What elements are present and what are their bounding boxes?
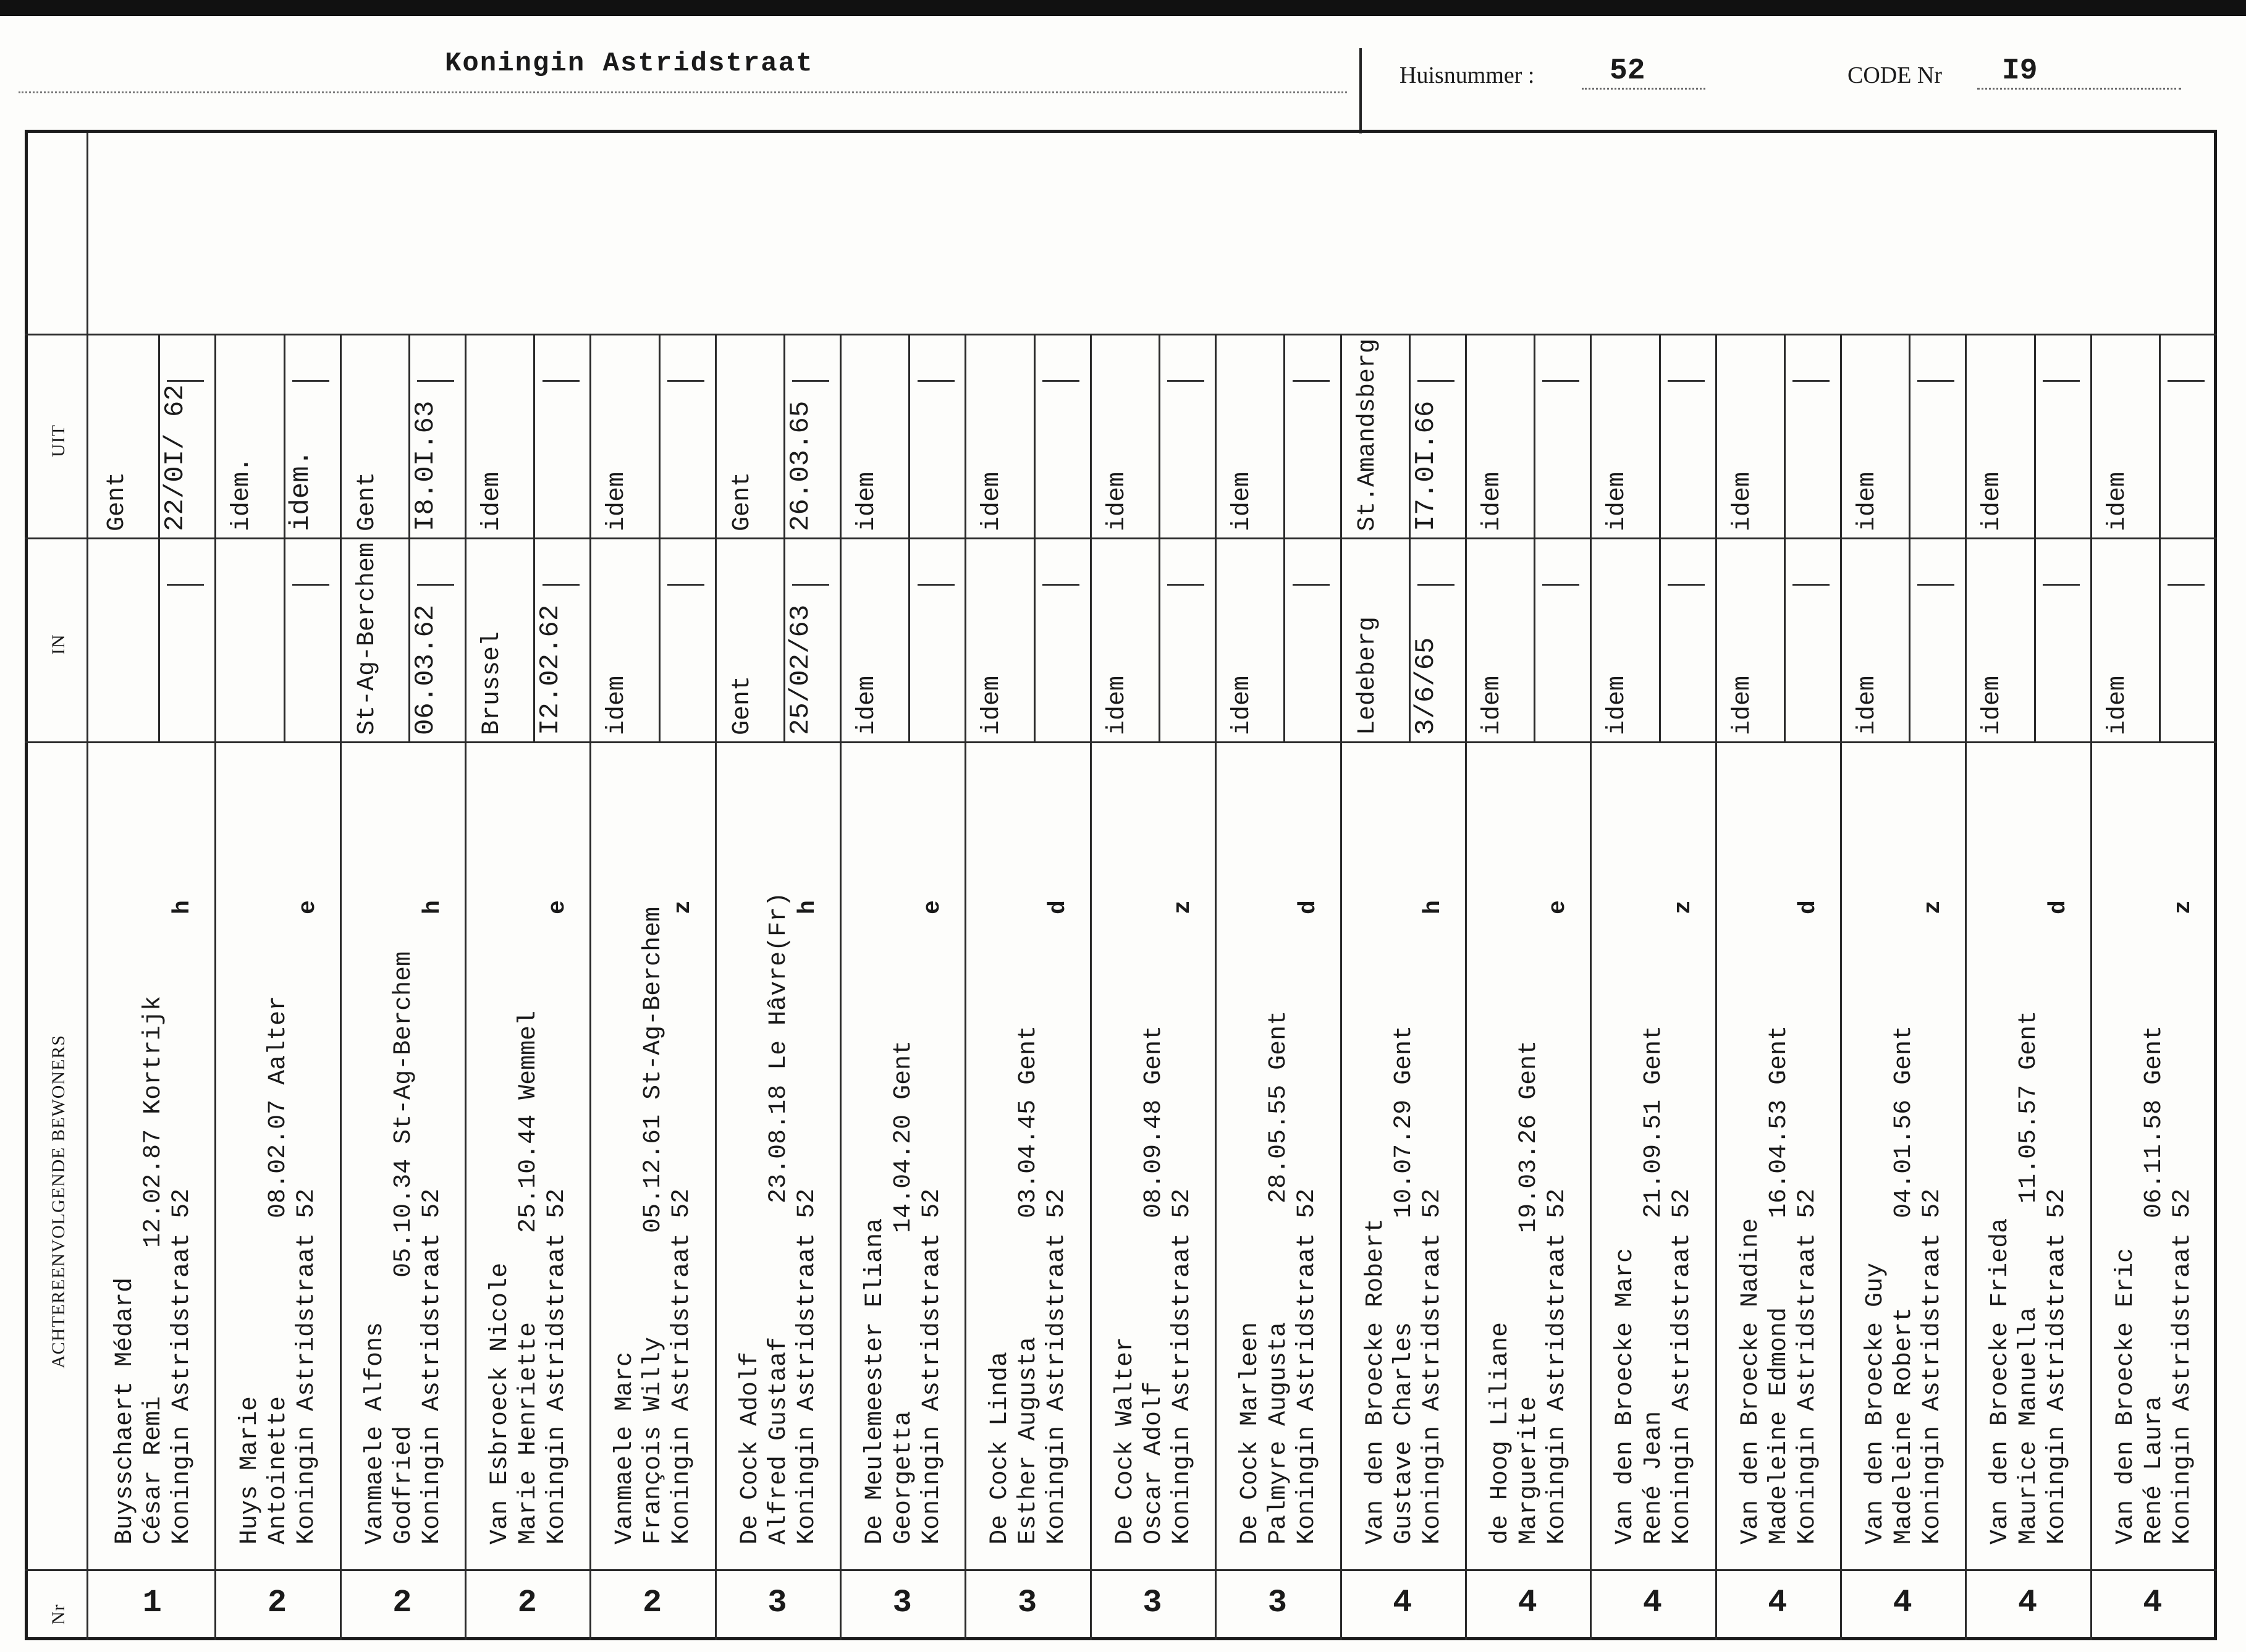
cell-subdivider <box>1034 334 1036 741</box>
cell-subdivider <box>908 334 910 741</box>
uit-place: idem <box>1728 471 1757 531</box>
household-role-code: z <box>1670 900 1697 914</box>
resident-line-l2: Maurice Manuella 11.05.57 Gent <box>2015 1010 2043 1545</box>
resident-line-l1: de Hoog Liliane <box>1486 1321 1514 1545</box>
resident-line-l2: Oscar Adolf 08.09.48 Gent <box>1139 1025 1168 1545</box>
in-date: 06.03.62 <box>410 604 442 735</box>
house-number-dotted-line <box>1582 88 1705 90</box>
household-role-code: h <box>1419 900 1446 914</box>
row-separator <box>1590 334 1592 1640</box>
cell-subdivider <box>659 334 661 741</box>
row-separator <box>1215 334 1217 1640</box>
uit-place: idem <box>1228 471 1257 531</box>
code-number-value: I9 <box>2002 54 2038 88</box>
in-place: idem <box>1228 675 1257 735</box>
header-strip-line <box>87 133 88 1640</box>
resident-line-l3: Koningin Astridstraat 52 <box>168 1188 196 1545</box>
residents-band-top-line <box>25 741 2217 743</box>
empty-field-mark <box>1293 584 1330 586</box>
row-number: 3 <box>1267 1585 1287 1621</box>
row-separator <box>1340 334 1342 1640</box>
uit-place: idem <box>1978 471 2007 531</box>
resident-line-l3: Koningin Astridstraat 52 <box>1168 1188 1196 1545</box>
household-role-code: e <box>294 900 321 914</box>
resident-line-l1: Vanmaele Marc <box>611 1351 640 1545</box>
empty-field-mark <box>667 584 704 586</box>
household-role-code: d <box>1294 900 1322 914</box>
resident-line-l1: Van den Broecke Eric <box>2111 1247 2140 1545</box>
uit-place: Gent <box>728 471 756 531</box>
resident-entry <box>361 951 447 1545</box>
in-place: idem <box>603 675 631 735</box>
resident-line-l3: Koningin Astridstraat 52 <box>918 1188 947 1545</box>
household-role-code: e <box>1545 900 1572 914</box>
uit-date: 26.03.65 <box>785 400 817 531</box>
resident-line-l3: Koningin Astridstraat 52 <box>418 1188 446 1545</box>
household-role-code: d <box>1794 900 1822 914</box>
household-role-code: z <box>1170 900 1197 914</box>
empty-field-mark <box>167 584 204 586</box>
row-number: 3 <box>1142 1585 1162 1621</box>
in-place: idem <box>1103 675 1131 735</box>
empty-field-mark <box>1917 380 1954 382</box>
scan-top-edge <box>0 0 2246 16</box>
empty-field-mark <box>2168 380 2205 382</box>
empty-field-mark <box>167 380 204 382</box>
resident-line-l3: Koningin Astridstraat 52 <box>2043 1188 2072 1545</box>
resident-line-l2: François Willy 05.12.61 St-Ag-Berchem <box>640 906 668 1545</box>
empty-field-mark <box>292 380 329 382</box>
house-number-label: Huisnummer : <box>1400 62 1535 88</box>
uit-place: idem <box>603 471 631 531</box>
empty-field-mark <box>1668 380 1705 382</box>
in-date: 25/02/63 <box>785 604 817 735</box>
cell-subdivider <box>1534 334 1535 741</box>
resident-line-l2: Madeleine Edmond 16.04.53 Gent <box>1765 1025 1793 1545</box>
resident-line-l1: Vanmaele Alfons <box>361 1321 389 1545</box>
uit-band-top-line <box>25 334 2217 335</box>
resident-line-l2: Marguerite 19.03.26 Gent <box>1514 1040 1543 1545</box>
empty-field-mark <box>1792 380 1830 382</box>
resident-line-l3: Koningin Astridstraat 52 <box>1418 1188 1446 1545</box>
resident-line-l2: Palmyre Augusta 28.05.55 Gent <box>1265 1010 1293 1545</box>
empty-field-mark <box>792 380 829 382</box>
empty-field-mark <box>1417 380 1454 382</box>
empty-field-mark <box>1542 380 1579 382</box>
uit-place: St.Amandsberg <box>1353 338 1382 531</box>
in-date: I2.02.62 <box>535 604 567 735</box>
empty-field-mark <box>2043 584 2080 586</box>
cell-subdivider <box>2034 334 2036 741</box>
resident-entry <box>1862 1026 1947 1545</box>
cell-subdivider <box>284 334 285 741</box>
resident-line-l3: Koningin Astridstraat 52 <box>1793 1188 1822 1545</box>
col-header-residents: ACHTEREENVOLGENDE BEWONERS <box>48 1034 69 1368</box>
empty-field-mark <box>417 380 454 382</box>
empty-field-mark <box>1293 380 1330 382</box>
household-role-code: z <box>669 900 696 914</box>
row-separator <box>1715 334 1717 1640</box>
in-date: 3/6/65 <box>1410 637 1442 735</box>
row-separator <box>2090 334 2092 1640</box>
resident-entry <box>1236 1011 1322 1545</box>
cell-subdivider <box>1909 334 1910 741</box>
uit-place: idem <box>1603 471 1632 531</box>
resident-line-l3: Koningin Astridstraat 52 <box>1668 1188 1697 1545</box>
resident-entry <box>111 996 196 1545</box>
col-header-nr: Nr <box>48 1604 69 1625</box>
cell-subdivider <box>1159 334 1160 741</box>
empty-field-mark <box>1417 584 1454 586</box>
row-separator <box>465 334 467 1640</box>
resident-entry <box>1611 1026 1697 1545</box>
resident-line-l2: César Remi 12.02.87 Kortrijk <box>140 995 167 1545</box>
resident-entry <box>1112 1026 1197 1545</box>
row-number: 4 <box>2017 1585 2038 1621</box>
in-place: idem <box>1978 675 2007 735</box>
empty-field-mark <box>1917 584 1954 586</box>
uit-place: idem <box>853 471 882 531</box>
resident-entry <box>1737 1026 1822 1545</box>
resident-line-l3: Koningin Astridstraat 52 <box>2168 1188 2197 1545</box>
row-number: 2 <box>642 1585 662 1621</box>
resident-line-l3: Koningin Astridstraat 52 <box>1043 1188 1071 1545</box>
empty-field-mark <box>1167 380 1204 382</box>
resident-line-l2: Georgetta 14.04.20 Gent <box>890 1040 918 1545</box>
uit-place: idem <box>978 471 1007 531</box>
household-role-code: e <box>919 900 947 914</box>
in-place: idem <box>1728 675 1757 735</box>
empty-field-mark <box>918 584 955 586</box>
row-number: 4 <box>1518 1585 1537 1621</box>
in-place: Gent <box>728 675 756 735</box>
row-number: 4 <box>1642 1585 1663 1621</box>
in-place: Brussel <box>478 631 507 735</box>
row-separator <box>1965 334 1967 1640</box>
uit-place: idem <box>2103 471 2132 531</box>
row-separator <box>214 334 216 1640</box>
in-place: St-Ag-Berchem <box>353 542 381 735</box>
household-role-code: z <box>1920 900 1947 914</box>
resident-line-l1: Huys Marie <box>236 1396 264 1545</box>
empty-field-mark <box>543 584 580 586</box>
resident-entry <box>1986 1011 2072 1545</box>
household-role-code: z <box>2170 900 2197 914</box>
household-role-code: d <box>2045 900 2072 914</box>
code-number-dotted-line <box>1977 88 2181 90</box>
row-number: 3 <box>892 1585 912 1621</box>
resident-line-l2: Gustave Charles 10.07.29 Gent <box>1390 1025 1418 1545</box>
in-band-top-line <box>25 537 2217 539</box>
resident-line-l1: Van den Broecke Frieda <box>1986 1218 2015 1545</box>
resident-line-l3: Koningin Astridstraat 52 <box>668 1188 696 1545</box>
row-number: 2 <box>517 1585 537 1621</box>
street-name: Koningin Astridstraat <box>445 48 814 79</box>
resident-line-l3: Koningin Astridstraat 52 <box>543 1188 572 1545</box>
cell-subdivider <box>1659 334 1661 741</box>
empty-field-mark <box>1542 584 1579 586</box>
row-separator <box>840 334 842 1640</box>
house-number-value: 52 <box>1610 54 1645 88</box>
col-header-in: IN <box>48 634 69 655</box>
resident-line-l2: René Laura 06.11.58 Gent <box>2140 1025 2168 1545</box>
resident-entry <box>1362 1026 1447 1545</box>
in-place: idem <box>853 675 882 735</box>
empty-field-mark <box>1792 584 1830 586</box>
row-number: 3 <box>767 1585 787 1621</box>
cell-subdivider <box>1784 334 1786 741</box>
empty-field-mark <box>1042 584 1079 586</box>
household-role-code: h <box>795 900 822 914</box>
resident-line-l3: Koningin Astridstraat 52 <box>293 1188 321 1545</box>
in-place: idem <box>2103 675 2132 735</box>
row-number: 3 <box>1018 1585 1037 1621</box>
row-number: 4 <box>1768 1585 1788 1621</box>
household-role-code: e <box>544 900 572 914</box>
resident-line-l2: Madeleine Robert 04.01.56 Gent <box>1889 1025 1918 1545</box>
household-role-code: h <box>420 900 447 914</box>
row-separator <box>1465 334 1467 1640</box>
row-separator <box>1840 334 1842 1640</box>
empty-field-mark <box>292 584 329 586</box>
in-place: idem <box>978 675 1007 735</box>
resident-entry <box>2112 1026 2197 1545</box>
resident-line-l1: De Meulemeester Eliana <box>861 1218 890 1545</box>
uit-place: idem <box>1853 471 1881 531</box>
row-number: 4 <box>2143 1585 2163 1621</box>
uit-date: 22/0I/ 62 <box>160 384 192 531</box>
uit-place: idem <box>1478 471 1506 531</box>
resident-entry <box>737 892 822 1545</box>
row-separator <box>1090 334 1092 1640</box>
resident-entry <box>986 1026 1071 1545</box>
street-dotted-line <box>19 91 1347 93</box>
cell-subdivider <box>2159 334 2161 741</box>
row-number: 4 <box>1393 1585 1412 1621</box>
row-separator <box>965 334 966 1640</box>
empty-field-mark <box>543 380 580 382</box>
resident-line-l1: Van Esbroeck Nicole <box>486 1262 515 1545</box>
in-place: Ledeberg <box>1353 616 1382 735</box>
row-number: 2 <box>267 1585 287 1621</box>
resident-line-l1: Van den Broecke Nadine <box>1736 1218 1765 1545</box>
in-place: idem <box>1478 675 1506 735</box>
resident-line-l2: Esther Augusta 03.04.45 Gent <box>1015 1025 1043 1545</box>
uit-place: idem. <box>228 457 256 531</box>
row-number: 4 <box>1893 1585 1912 1621</box>
empty-field-mark <box>918 380 955 382</box>
resident-line-l2: Marie Henriette 25.10.44 Wemmel <box>515 1010 543 1545</box>
resident-line-l1: De Cock Linda <box>986 1351 1015 1545</box>
in-place: idem <box>1853 675 1881 735</box>
resident-entry <box>611 907 696 1545</box>
uit-date: I8.0I.63 <box>410 400 442 531</box>
resident-line-l3: Koningin Astridstraat 52 <box>1293 1188 1322 1545</box>
empty-field-mark <box>1167 584 1204 586</box>
empty-field-mark <box>2168 584 2205 586</box>
resident-line-l2: Antoinette 08.02.07 Aalter <box>264 995 293 1545</box>
uit-place: idem <box>1103 471 1131 531</box>
resident-line-l1: De Cock Marleen <box>1236 1321 1265 1545</box>
resident-line-l1: De Cock Walter <box>1111 1336 1139 1545</box>
resident-line-l1: Van den Broecke Robert <box>1361 1218 1390 1545</box>
row-number: 2 <box>392 1585 412 1621</box>
resident-line-l1: De Cock Adolf <box>736 1351 764 1545</box>
row-separator <box>340 334 342 1640</box>
resident-line-l1: Van den Broecke Guy <box>1861 1262 1889 1545</box>
empty-field-mark <box>1042 380 1079 382</box>
in-place: idem <box>1603 675 1632 735</box>
empty-field-mark <box>667 380 704 382</box>
row-separator <box>589 334 591 1640</box>
code-number-label: CODE Nr <box>1847 62 1943 88</box>
uit-date: idem. <box>285 449 316 531</box>
uit-place: Gent <box>103 471 131 531</box>
resident-entry <box>861 1040 947 1545</box>
col-header-uit: UIT <box>48 424 69 457</box>
resident-line-l1: Buysschaert Médard <box>111 1277 139 1545</box>
empty-field-mark <box>417 584 454 586</box>
resident-line-l2: Godfried 05.10.34 St-Ag-Berchem <box>389 951 418 1545</box>
cell-subdivider <box>1283 334 1285 741</box>
resident-line-l2: René Jean 21.09.51 Gent <box>1640 1025 1668 1545</box>
resident-line-l1: Van den Broecke Marc <box>1611 1247 1640 1545</box>
resident-entry <box>486 1011 572 1545</box>
empty-field-mark <box>1668 584 1705 586</box>
household-role-code: h <box>169 900 196 914</box>
nr-band-top-line <box>25 1569 2217 1571</box>
uit-place: Gent <box>353 471 381 531</box>
household-role-code: d <box>1044 900 1071 914</box>
row-separator <box>715 334 717 1640</box>
resident-entry <box>1487 1040 1572 1545</box>
uit-date: I7.0I.66 <box>1410 400 1442 531</box>
resident-entry <box>236 996 321 1545</box>
uit-place: idem <box>478 471 507 531</box>
resident-line-l3: Koningin Astridstraat 52 <box>1918 1188 1946 1545</box>
empty-field-mark <box>2043 380 2080 382</box>
resident-line-l3: Koningin Astridstraat 52 <box>1543 1188 1571 1545</box>
row-number: 1 <box>142 1585 162 1621</box>
resident-line-l2: Alfred Gustaaf 23.08.18 Le Hâvre(Fr) <box>764 891 793 1545</box>
header-divider <box>1359 48 1362 133</box>
empty-field-mark <box>792 584 829 586</box>
resident-line-l3: Koningin Astridstraat 52 <box>793 1188 821 1545</box>
